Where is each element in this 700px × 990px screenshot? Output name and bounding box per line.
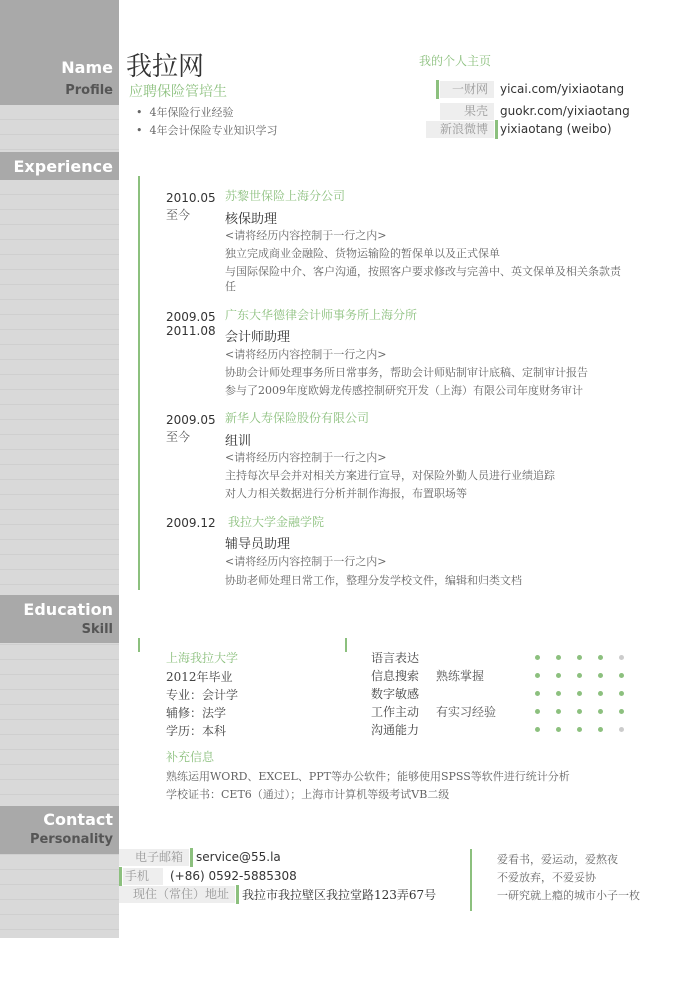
skill-name: 信息搜索 <box>371 669 420 683</box>
homepage-label-guokr: 果壳 <box>440 103 494 120</box>
education-line: 辅修：法学 <box>166 706 227 720</box>
skill-rating-dot <box>535 655 540 660</box>
personality-line: 爱看书，爱运动，爱熬夜 <box>497 853 618 866</box>
skill-rating-dot <box>598 655 603 660</box>
experience-line: 主持每次早会并对相关方案进行宣导，对保险外勤人员进行业绩追踪 <box>225 469 555 482</box>
skill-accent-bar <box>345 638 347 652</box>
personality-accent-bar <box>470 849 472 911</box>
homepage-link-guokr[interactable]: guokr.com/yixiaotang <box>500 104 630 118</box>
contact-accent-bar <box>190 848 193 867</box>
contact-phone-label: 手机 <box>123 868 163 885</box>
skill-rating-dot <box>619 655 624 660</box>
skill-name: 语言表达 <box>371 651 420 665</box>
section-contact-label: Contact <box>43 810 113 829</box>
education-school: 上海我拉大学 <box>166 651 239 665</box>
experience-line: 协助会计师处理事务所日常事务，帮助会计师贴制审计底稿、定制审计报告 <box>225 366 588 379</box>
experience-line: <请将经历内容控制于一行之内> <box>225 348 387 361</box>
experience-line: 与国际保险中介、客户沟通，按照客户要求修改与完善中、英文保单及相关条款责 <box>225 265 621 278</box>
homepage-accent-bar <box>436 80 439 99</box>
homepage-link-yicai[interactable]: yicai.com/yixiaotang <box>500 82 625 96</box>
education-extra-line: 熟练运用WORD、EXCEL、PPT等办公软件；能够使用SPSS等软件进行统计分析 <box>166 770 570 783</box>
education-line: 2012年毕业 <box>166 670 233 684</box>
experience-company: 苏黎世保险上海分公司 <box>225 189 346 203</box>
contact-accent-bar <box>236 885 239 904</box>
experience-line: 协助老师处理日常工作，整理分发学校文件，编辑和归类文档 <box>225 574 522 587</box>
experience-company: 我拉大学金融学院 <box>228 515 325 529</box>
section-education-label: Education <box>23 600 113 619</box>
experience-line: 对人力相关数据进行分析并制作海报，布置职场等 <box>225 487 467 500</box>
experience-role: 会计师助理 <box>225 330 291 345</box>
homepage-heading: 我的个人主页 <box>419 54 492 68</box>
skill-rating-dot <box>556 655 561 660</box>
skill-rating-dot <box>598 673 603 678</box>
contact-accent-bar <box>119 867 122 886</box>
skill-rating-dot <box>619 691 624 696</box>
education-extra-heading: 补充信息 <box>166 750 215 764</box>
section-profile-label: Profile <box>65 83 113 98</box>
experience-line: 独立完成商业金融险、货物运输险的暂保单以及正式保单 <box>225 247 500 260</box>
skill-rating-dot <box>535 727 540 732</box>
skill-rating-dot <box>598 709 603 714</box>
experience-line: <请将经历内容控制于一行之内> <box>225 229 387 242</box>
experience-line: 参与了2009年度欧姆龙传感控制研究开发（上海）有限公司年度财务审计 <box>225 384 583 397</box>
homepage-label-yicai: 一财网 <box>440 81 494 98</box>
experience-timeline <box>138 176 140 590</box>
experience-date-start: 2009.05 <box>166 413 216 427</box>
contact-address: 我拉市我拉壁区我拉堂路123弄67号 <box>242 888 437 902</box>
contact-email-label: 电子邮箱 <box>119 849 189 866</box>
experience-date-start: 2009.12 <box>166 516 216 530</box>
skill-name: 数字敏感 <box>371 687 420 701</box>
skill-rating-dot <box>598 691 603 696</box>
experience-date-end: 2011.08 <box>166 324 216 338</box>
profile-title: 应聘保险管培生 <box>129 84 227 100</box>
profile-bullet: • 4年会计保险专业知识学习 <box>136 124 278 137</box>
experience-line: <请将经历内容控制于一行之内> <box>225 451 387 464</box>
contact-address-label: 现住（常住）地址 <box>119 886 235 903</box>
section-skill-label: Skill <box>81 622 113 637</box>
profile-bullet-text: 4年保险行业经验 <box>149 106 234 119</box>
skill-rating-dot <box>535 709 540 714</box>
experience-role: 组训 <box>225 434 252 449</box>
skill-rating-dot <box>619 709 624 714</box>
experience-company: 广东大华德律会计师事务所上海分所 <box>225 308 418 322</box>
education-extra-line: 学校证书：CET6（通过）；上海市计算机等级考试VB二级 <box>166 788 450 801</box>
skill-rating-dot <box>535 673 540 678</box>
personality-line: 一研究就上瘾的城市小子一枚 <box>497 889 640 902</box>
section-name-label: Name <box>61 58 113 77</box>
education-line: 专业：会计学 <box>166 688 239 702</box>
personality-line: 不爱放弃，不爱妥协 <box>497 871 596 884</box>
skill-rating-dot <box>556 691 561 696</box>
profile-name: 我拉网 <box>126 52 205 82</box>
skill-rating-dot <box>556 727 561 732</box>
profile-bullet-text: 4年会计保险专业知识学习 <box>149 124 278 137</box>
skill-rating-dot <box>577 673 582 678</box>
experience-line: 任 <box>225 280 236 293</box>
contact-phone[interactable]: (+86) 0592-5885308 <box>170 869 297 883</box>
skill-rating-dot <box>556 709 561 714</box>
skill-rating-dot <box>556 673 561 678</box>
skill-rating-dot <box>577 691 582 696</box>
skill-rating-dot <box>577 709 582 714</box>
experience-date-end: 至今 <box>166 208 191 222</box>
skill-name: 沟通能力 <box>371 723 420 737</box>
skill-note: 熟练掌握 <box>436 669 485 683</box>
skill-rating-dot <box>535 691 540 696</box>
skill-rating-dot <box>577 727 582 732</box>
skill-rating-dot <box>619 673 624 678</box>
section-personality-label: Personality <box>29 832 113 847</box>
experience-role: 核保助理 <box>225 212 278 227</box>
skill-rating-dot <box>619 727 624 732</box>
skill-note: 有实习经验 <box>436 705 497 719</box>
profile-bullet: • 4年保险行业经验 <box>136 106 234 119</box>
contact-email[interactable]: service@55.la <box>196 850 281 864</box>
homepage-label-weibo: 新浪微博 <box>426 121 494 138</box>
sidebar <box>0 0 119 938</box>
experience-date-start: 2010.05 <box>166 191 216 205</box>
homepage-link-weibo[interactable]: yixiaotang (weibo) <box>500 122 612 136</box>
experience-company: 新华人寿保险股份有限公司 <box>225 411 370 425</box>
education-line: 学历：本科 <box>166 724 227 738</box>
experience-date-start: 2009.05 <box>166 310 216 324</box>
experience-line: <请将经历内容控制于一行之内> <box>225 555 387 568</box>
homepage-accent-bar <box>495 120 498 139</box>
experience-date-end: 至今 <box>166 430 191 444</box>
skill-rating-dot <box>598 727 603 732</box>
skill-name: 工作主动 <box>371 705 420 719</box>
skill-rating-dot <box>577 655 582 660</box>
education-accent-bar <box>138 638 140 652</box>
experience-role: 辅导员助理 <box>225 537 291 552</box>
section-experience-label: Experience <box>13 157 113 176</box>
